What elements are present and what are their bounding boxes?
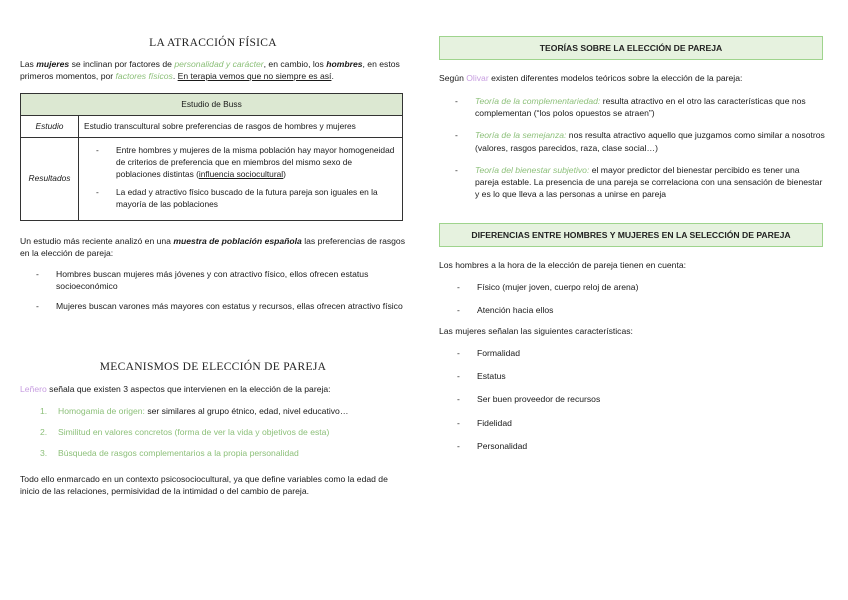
- intro-text: Las: [20, 59, 37, 69]
- intro-text: , en estos primeros momentos, por: [20, 59, 400, 82]
- mech-intro-paragraph: [20, 383, 406, 395]
- section-title-atraccion: LA ATRACCIÓN FÍSICA: [149, 37, 277, 49]
- mechanisms-list: [20, 405, 406, 469]
- list-item: - Estatus: [439, 370, 825, 382]
- differences-heading-box: DIFERENCIAS ENTRE HOMBRES Y MUJERES EN LA SELECCIÓN DE PAREJA: [439, 223, 823, 247]
- theory-intro-text: existen diferentes modelos teóricos sobre la elección de la pareja:: [488, 73, 743, 83]
- intro-hombres: hombres: [326, 59, 363, 69]
- author-olivar: Olivar: [466, 73, 489, 83]
- intro-paragraph: [20, 58, 406, 82]
- theories-list: [439, 95, 825, 208]
- item-number: 1.: [40, 406, 48, 416]
- list-item: - Ser buen proveedor de recursos: [439, 393, 825, 405]
- buss-table-header: Estudio de Buss: [21, 94, 403, 116]
- recent-text: Un estudio más reciente analizó en una: [20, 236, 174, 246]
- theory-text: el mayor predictor del bienestar percibido es tener una pareja estable. La presencia de una pareja se correlaciona con una sensación de bienestar y es lo que lleva a las personas a unirse en pareja: [475, 164, 823, 200]
- recent-study-paragraph: [20, 235, 406, 259]
- list-item: [20, 426, 406, 438]
- men-intro-paragraph: Los hombres a la hora de la elección de pareja tienen en cuenta:: [439, 260, 686, 270]
- men-criteria-list: [439, 281, 825, 327]
- buss-resultados-cell: [79, 138, 403, 221]
- intro-text: se inclinan por factores de: [69, 59, 175, 69]
- theory-name: Teoría del bienestar subjetivo:: [475, 164, 590, 175]
- mech-intro-text: señala que existen 3 aspectos que intervienen en la elección de la pareja:: [46, 384, 331, 394]
- intro-terapia: En terapia vemos que no siempre es así: [177, 71, 332, 82]
- list-item: [20, 405, 406, 417]
- list-item: [439, 164, 825, 201]
- intro-text: .: [172, 71, 178, 82]
- theory-intro-text: Según: [439, 73, 467, 83]
- theory-intro-paragraph: [439, 72, 825, 84]
- buss-results-list: [84, 145, 397, 211]
- closing-paragraph: Todo ello enmarcado en un contexto psicosociocultural, ya que define variables como la edad de inicio de las relaciones, permisividad de la intimidad o del cambio de pareja.: [20, 474, 388, 497]
- list-item: - Mujeres buscan varones más mayores con estatus y recursos, ellas ofrecen atractivo físico: [20, 300, 406, 312]
- list-item: [439, 95, 825, 119]
- theory-text: nos resulta atractivo aquello que juzgamos como similar a nosotros (valores, rasgos parecidos, raza, clase social…): [475, 130, 825, 153]
- recent-text: las preferencias de rasgos en la elección de pareja:: [20, 236, 406, 259]
- women-criteria-list: [439, 347, 825, 463]
- intro-personalidad: personalidad y carácter: [174, 59, 264, 69]
- intro-factores: factores físicos: [115, 71, 173, 82]
- buss-resultados-label: Resultados: [21, 138, 79, 221]
- list-item: - Atención hacia ellos: [439, 304, 825, 316]
- recent-muestra: muestra de población española: [173, 236, 302, 246]
- list-item: [439, 129, 825, 153]
- theory-name: Teoría de la semejanza:: [475, 130, 567, 141]
- theory-text: resulta atractivo en el otro las características que nos complementan (“los polos opuestos se atraen”): [475, 96, 806, 119]
- intro-mujeres: mujeres: [36, 59, 70, 69]
- buss-study-table: [20, 93, 403, 221]
- item-number: 3.: [40, 448, 48, 459]
- women-intro-paragraph: Las mujeres señalan las siguientes características:: [439, 326, 633, 336]
- result-underlined: influencia sociocultural: [198, 168, 284, 179]
- theory-name: Teoría de la complementariedad:: [475, 96, 601, 106]
- list-item: - Formalidad: [439, 347, 825, 359]
- list-item: [96, 145, 397, 181]
- section-title-mecanismos: MECANISMOS DE ELECCIÓN DE PAREJA: [99, 361, 327, 373]
- list-item: - Fidelidad: [439, 417, 825, 429]
- buss-estudio-text: Estudio transcultural sobre preferencias de rasgos de hombres y mujeres: [79, 116, 403, 138]
- buss-estudio-label: Estudio: [21, 116, 79, 138]
- list-item: - Hombres buscan mujeres más jóvenes y con atractivo físico, ellos ofrecen estatus socioeconómico: [20, 268, 406, 292]
- intro-text: .: [331, 71, 334, 82]
- author-lenero: Leñero: [20, 384, 47, 394]
- item-number: 2.: [40, 427, 48, 438]
- result-text: Entre hombres y mujeres de la misma población hay mayor homogeneidad de criterios de preferencia que en miembros del mismo sexo de poblaciones distintas (: [116, 145, 395, 179]
- item-green-text: Búsqueda de rasgos complementarios a la propia personalidad: [58, 448, 299, 459]
- item-green-text: Similitud en valores concretos (forma de ver la vida y objetivos de esta): [58, 427, 330, 438]
- list-item: - Personalidad: [439, 440, 825, 452]
- result-text: ): [283, 168, 286, 179]
- list-item: [20, 447, 406, 459]
- item-text: ser similares al grupo étnico, edad, nivel educativo…: [147, 406, 349, 416]
- list-item: - Físico (mujer joven, cuerpo reloj de arena): [439, 281, 825, 293]
- item-green-text: Homogamia de origen:: [58, 406, 148, 416]
- list-item: - La edad y atractivo físico buscado de la futura pareja son iguales en la mayoría de las poblaciones: [96, 187, 397, 211]
- intro-text: , en cambio, los: [263, 59, 327, 69]
- theories-heading-box: TEORÍAS SOBRE LA ELECCIÓN DE PAREJA: [439, 36, 823, 60]
- recent-study-list: [20, 268, 406, 321]
